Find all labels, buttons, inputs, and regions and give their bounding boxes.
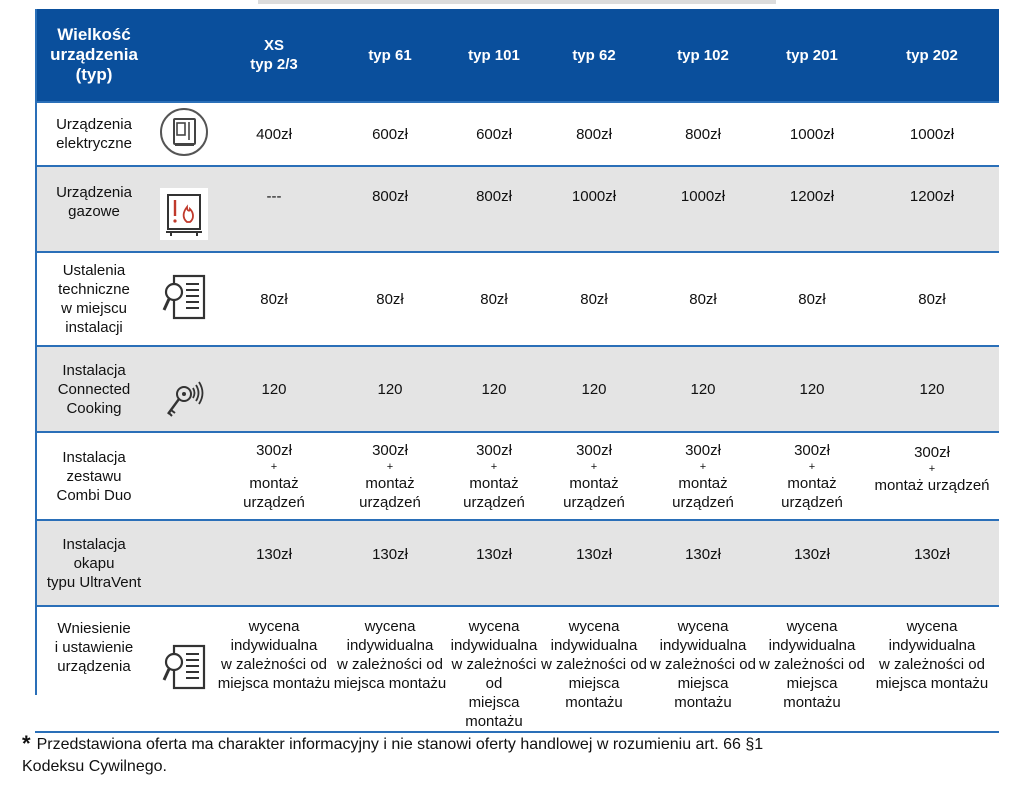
price-cell [865, 606, 999, 732]
price-cell: 130zł [647, 520, 759, 606]
label-line: i ustawienie [54, 639, 134, 656]
price-line: indywidualna [450, 637, 538, 654]
price-line: urządzeń [243, 493, 305, 511]
label-line: elektryczne [56, 135, 132, 152]
label-line: zestawu [66, 467, 122, 485]
price-line: w zależności od [759, 656, 865, 673]
header-col-61: typ 61 [333, 9, 447, 102]
price-line: miejsca montażu [875, 675, 989, 692]
price-cell: 800zł [647, 102, 759, 166]
price-table [35, 9, 999, 733]
icon-cell [153, 606, 215, 732]
price-line: miejsca [786, 675, 838, 692]
header-size-type [35, 9, 153, 102]
price-line: montaż urządzeń [874, 477, 990, 494]
header-icon-column [153, 9, 215, 102]
price-line: 300zł [576, 441, 612, 459]
price-cell [647, 432, 759, 520]
price-line: urządzeń [463, 493, 525, 511]
electric-oven-icon [159, 107, 209, 157]
price-cell: 120 [759, 346, 865, 432]
price-line: montażu [783, 694, 841, 711]
price-cell: 80zł [215, 252, 333, 346]
label-line: Instalacja [62, 361, 126, 379]
label-line: Instalacja [62, 535, 126, 553]
price-line: + [270, 460, 278, 473]
price-line: wycena [568, 618, 620, 635]
price-line: montaż [365, 474, 415, 492]
header-col-62: typ 62 [541, 9, 647, 102]
price-line: indywidualna [659, 637, 747, 654]
label-line: Wniesienie [57, 620, 131, 637]
price-cell: 600zł [333, 102, 447, 166]
price-cell: 1000zł [541, 166, 647, 252]
price-line: miejsca montażu [674, 675, 732, 711]
label-line: urządzenia [57, 658, 131, 675]
price-line: 300zł [685, 441, 721, 459]
header-line: (typ) [75, 65, 113, 84]
price-line: urządzeń [672, 493, 734, 511]
price-cell: 130zł [447, 520, 541, 606]
price-line: wycena [248, 618, 300, 635]
price-cell [333, 432, 447, 520]
price-cell: 80zł [647, 252, 759, 346]
price-cell: --- [215, 166, 333, 252]
price-line: w zależności od [337, 656, 443, 673]
row-connected-cooking [35, 346, 999, 432]
label-line: okapu [73, 554, 115, 572]
price-cell: 130zł [759, 520, 865, 606]
price-line: montażu [465, 713, 523, 730]
price-line: + [490, 460, 498, 473]
price-line: indywidualna [346, 637, 434, 654]
price-line: urządzeń [359, 493, 421, 511]
top-rule [258, 0, 776, 4]
price-cell: 130zł [541, 520, 647, 606]
row-electric [35, 102, 999, 166]
row-ultravent [35, 520, 999, 606]
price-line: miejsca [468, 694, 520, 711]
price-line: wycena [364, 618, 416, 635]
header-col-102: typ 102 [647, 9, 759, 102]
header-line: typ 2/3 [250, 56, 298, 73]
price-cell: 120 [647, 346, 759, 432]
price-line: wycena [906, 618, 958, 635]
row-label [35, 102, 153, 166]
price-line: wycena [677, 618, 729, 635]
label-line: Cooking [66, 399, 122, 417]
price-cell: 400zł [215, 102, 333, 166]
label-line: Instalacja [62, 448, 126, 466]
price-line: w zależności od [541, 656, 647, 673]
price-cell [541, 606, 647, 732]
price-line: w zależności od [650, 656, 756, 673]
label-line: typu UltraVent [46, 573, 142, 591]
header-col-201: typ 201 [759, 9, 865, 102]
label-line: Urządzenia [56, 184, 132, 201]
footnote-star: * [22, 731, 31, 756]
price-cell: 80zł [541, 252, 647, 346]
price-cell: 800zł [333, 166, 447, 252]
row-label [35, 166, 153, 252]
price-cell [333, 606, 447, 732]
price-cell: 1200zł [865, 166, 999, 252]
label-line: Connected [57, 380, 131, 398]
header-line: XS [263, 37, 284, 54]
document-search-icon [160, 272, 208, 322]
header-col-xs [215, 9, 333, 102]
price-line: wycena [468, 618, 520, 635]
price-line: 300zł [794, 441, 830, 459]
label-line: instalacji [65, 319, 123, 336]
price-cell: 800zł [541, 102, 647, 166]
header-line: urządzenia [50, 45, 138, 64]
price-line: w zależności od [879, 656, 985, 673]
header-col-202: typ 202 [865, 9, 999, 102]
table-left-border [35, 9, 37, 695]
price-cell: 120 [447, 346, 541, 432]
price-cell: 80zł [447, 252, 541, 346]
price-line: indywidualna [230, 637, 318, 654]
price-line: urządzeń [781, 493, 843, 511]
row-combi-duo [35, 432, 999, 520]
footnote-line: Kodeksu Cywilnego. [22, 758, 167, 775]
price-line: montaż [249, 474, 299, 492]
price-cell [447, 606, 541, 732]
price-cell: 1200zł [759, 166, 865, 252]
price-cell [759, 606, 865, 732]
price-cell: 80zł [865, 252, 999, 346]
label-line: gazowe [68, 203, 120, 220]
price-line: + [808, 460, 816, 473]
price-line: + [928, 463, 936, 475]
price-cell: 1000zł [759, 102, 865, 166]
price-cell [865, 432, 999, 520]
price-line: + [590, 460, 598, 473]
price-cell: 130zł [865, 520, 999, 606]
price-cell [215, 606, 333, 732]
row-delivery [35, 606, 999, 732]
gas-oven-icon [160, 188, 208, 240]
footnote-text: Przedstawiona oferta ma charakter informacyjny i nie stanowi oferty handlowej w rozumieniu art. 66 §1 [36, 736, 764, 753]
row-label [35, 606, 153, 732]
price-line: miejsca montażu [217, 675, 331, 692]
header-col-101: typ 101 [447, 9, 541, 102]
row-label [35, 432, 153, 520]
price-cell [759, 432, 865, 520]
price-line: urządzeń [563, 493, 625, 511]
price-cell: 120 [865, 346, 999, 432]
price-line: 300zł [372, 441, 408, 459]
icon-cell [153, 252, 215, 346]
price-line: indywidualna [768, 637, 856, 654]
price-cell: 120 [215, 346, 333, 432]
price-line: indywidualna [550, 637, 638, 654]
price-line: w zależności od [451, 656, 537, 692]
price-cell: 130zł [215, 520, 333, 606]
price-cell: 80zł [759, 252, 865, 346]
price-line: + [699, 460, 707, 473]
price-line: 300zł [476, 441, 512, 459]
price-cell: 800zł [447, 166, 541, 252]
row-technical [35, 252, 999, 346]
row-label [35, 520, 153, 606]
price-line: miejsca montażu [333, 675, 447, 692]
price-cell: 80zł [333, 252, 447, 346]
label-line: Ustalenia [62, 262, 126, 279]
icon-cell [153, 432, 215, 520]
label-line: Urządzenia [56, 116, 132, 133]
icon-cell [153, 346, 215, 432]
label-line: techniczne [58, 281, 130, 298]
price-cell: 130zł [333, 520, 447, 606]
price-cell: 600zł [447, 102, 541, 166]
price-line: 300zł [914, 444, 950, 461]
price-cell [447, 432, 541, 520]
row-label [35, 346, 153, 432]
price-cell [215, 432, 333, 520]
price-line: miejsca montażu [565, 675, 623, 711]
price-line: + [386, 460, 394, 473]
label-line: w miejscu [61, 300, 127, 317]
price-cell [647, 606, 759, 732]
price-line: wycena [786, 618, 838, 635]
price-cell: 1000zł [865, 102, 999, 166]
price-line: montaż [469, 474, 519, 492]
footnote [22, 733, 1012, 778]
header-line: Wielkość [57, 25, 131, 44]
label-line: Combi Duo [56, 486, 132, 504]
wireless-key-icon [162, 380, 206, 420]
price-cell: 120 [541, 346, 647, 432]
icon-cell [153, 166, 215, 252]
price-line: 300zł [256, 441, 292, 459]
row-gas [35, 166, 999, 252]
icon-cell [153, 102, 215, 166]
price-cell: 1000zł [647, 166, 759, 252]
price-line: montaż [569, 474, 619, 492]
icon-cell [153, 520, 215, 606]
header-row [35, 9, 999, 102]
price-cell: 120 [333, 346, 447, 432]
price-line: montaż [787, 474, 837, 492]
price-line: w zależności od [221, 656, 327, 673]
footnote-line [22, 733, 1012, 756]
row-label [35, 252, 153, 346]
document-search-icon [160, 642, 208, 692]
price-cell [541, 432, 647, 520]
price-line: indywidualna [888, 637, 976, 654]
price-line: montaż [678, 474, 728, 492]
